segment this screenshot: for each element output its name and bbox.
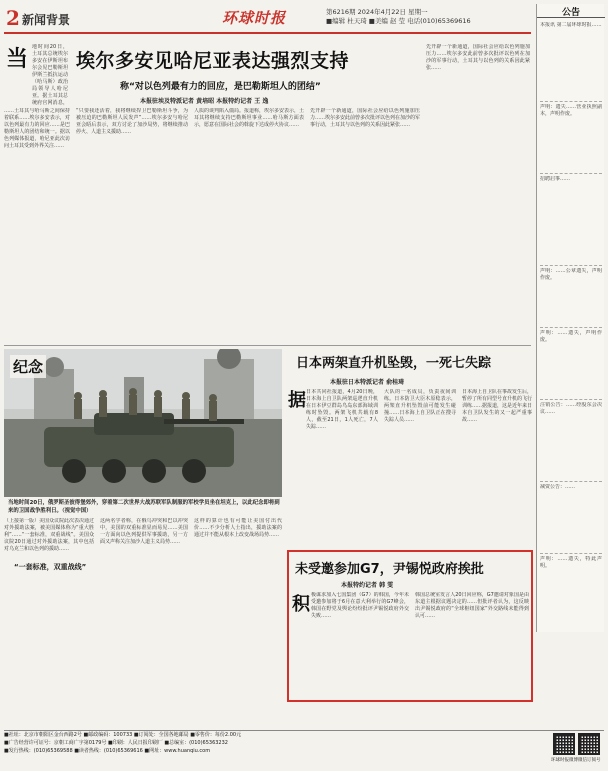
footer-line: ■社址：北京市朝阳区金台西路2号 ■邮政编码：100733 ■订阅处：全国各地邮局 ■零售价：每份2.00元 bbox=[4, 732, 242, 738]
japan-column-2: 大队的一名成员，负责夜间训练。日本防卫大臣木原稔表示，两架直升机坠毁前可能发生碰撞……日本海上自卫队正在搜寻失踪人员…… bbox=[384, 389, 456, 423]
lead-subheadline: 称“对以色列最有力的回应，是巴勒斯坦人的团结” bbox=[120, 82, 321, 92]
lead-column-1: ……土耳其与哈马斯之间保持着联系……埃尔多安表示，对以色列最有力的回应……是巴勒斯坦人的团结和统一。据以色列媒体报道，哈尼亚此次访问土耳其受到外界关注…… bbox=[4, 108, 70, 149]
notice-item: 声明：……公章遗失，声明作废。 bbox=[540, 268, 602, 328]
japan-byline: 本报驻日本特派记者 俞桂琦 bbox=[330, 379, 405, 386]
g7-column-2: 韩国总统室发言人20日回应称，G7邀请对象国是由东道主根据议题决定的……但批评者认为，这反映出尹锡悦政府的“全球枢纽国家”外交路线未能得到认可…… bbox=[415, 592, 529, 619]
notice-item: 声明：……遗失，特此声明。 bbox=[540, 556, 602, 569]
lead-byline: 本报驻埃及特派记者 黄培昭 本报特约记者 王 逸 bbox=[140, 98, 269, 105]
newspaper-logo: 环球时报 bbox=[222, 9, 287, 27]
photo-title: 纪念 bbox=[10, 355, 46, 378]
bottom-column-2: 这两名学者称，在俄乌冲突和巴以冲突中，美国的双重标准显而易见……美国一方面向以色列提供军事援助，另一方面又声称关注加沙人道主义局势…… bbox=[100, 518, 188, 545]
qr-code-icon bbox=[578, 733, 600, 755]
notice-item: 招聘启事…… bbox=[540, 176, 602, 266]
footer-line: ■发行热线：(010)65369588 ■读者热线：(010)65369616 ■网址：www.huanqiu.com bbox=[4, 748, 211, 754]
qr-code-icon bbox=[553, 733, 575, 755]
g7-byline: 本报特约记者 韩 雯 bbox=[341, 582, 394, 589]
issue-date: 第6216期 2024年4月22日 星期一 bbox=[326, 8, 428, 16]
masthead bbox=[4, 4, 531, 34]
bottom-column-3: 这样的算计也有可能让美国付出代价……不少分析人士指出，援助法案的通过并不能从根本上改变战场局势…… bbox=[194, 518, 282, 538]
photo-caption: 当地时间20日，俄罗斯圣彼得堡郊外，穿着第二次世界大战苏联军队制服的军校学员坐在坦克上，以此纪念即将到来的卫国战争胜利日。（视觉中国） bbox=[8, 500, 280, 514]
notice-item: 声明：……遗失，声明作废。 bbox=[540, 330, 602, 400]
g7-drop-char: 积 bbox=[292, 594, 310, 615]
notice-column bbox=[536, 4, 604, 632]
japan-column-1: 日本共同社报道，4月20日晚，日本海上自卫队两架巡逻直升机在日本伊豆群岛鸟岛东部海域训练时坠毁。两架飞机共载有8人，截至21日，1人死亡，7人失踪…… bbox=[306, 389, 378, 430]
section-divider bbox=[4, 345, 531, 346]
bottom-subhead: “一套标准，双重战线” bbox=[14, 560, 94, 574]
editor-info: ■编辑 杜天琦 ■美编 赵 莹 电话(010)65369616 bbox=[326, 17, 471, 25]
lead-drop-char: 当 bbox=[6, 46, 29, 72]
lead-column-5: 先开辟一个新通道，国际社会应给以色列施加压力……埃尔多安此前曾多次批评以色列在加沙的军事行动，土耳其与以色列的关系因此紧张…… bbox=[426, 44, 530, 71]
section-title: 新闻背景 bbox=[22, 13, 71, 27]
japan-drop-char: 据 bbox=[288, 390, 306, 411]
issue-info bbox=[326, 8, 471, 26]
japan-headline: 日本两架直升机坠毁，一死七失踪 bbox=[296, 356, 492, 371]
lead-headline: 埃尔多安见哈尼亚表达强烈支持 bbox=[76, 50, 350, 72]
footer-line: ■广告经营许可证号：京朝工商广字第0179号 ■印刷：人民日报印刷厂 ■总编室：(010)65363232 bbox=[4, 740, 228, 746]
notice-item: 声明：遗失……营业执照副本，声明作废。 bbox=[540, 104, 602, 174]
lead-column-2: “只要我还活着，我将继续捍卫巴勒斯坦斗争，为被压迫的巴勒斯坦人民发声”……埃尔多安与哈尼亚会晤后表示，双方讨论了加沙局势，将继续推动停火、人道主义援助…… bbox=[76, 108, 188, 135]
qr-label: 微信订阅号 bbox=[578, 758, 601, 763]
qr-label: 环球时报微博 bbox=[551, 758, 578, 763]
notice-title: 公告 bbox=[537, 4, 605, 18]
bottom-column-1: （上接第一版）美国众议院此次表决通过对外援助法案，被美国媒体称为“重大胜利”……“一套标准，双重战线”。美国众议院20日通过对外援助法案，其中包括对乌克兰和以色列的援助…… bbox=[4, 518, 94, 552]
notice-item: 注销公告：……经股东会决议…… bbox=[540, 402, 602, 482]
g7-column-1: 极谋求加入七国集团（G7）的韩国，今年未受邀参加将于6月在意大利举行的G7峰会，韩国在野党及舆论纷纷批评尹锡悦政府外交失败…… bbox=[311, 592, 409, 619]
footer bbox=[4, 730, 604, 768]
lead-column-4: 先开辟一个新通道，国际社会应给以色列施加压力……埃尔多安此前曾多次批评以色列在加沙的军事行动，土耳其与以色列的关系因此紧张…… bbox=[310, 108, 420, 128]
notice-item: 减资公告：…… bbox=[540, 484, 602, 554]
g7-article-box bbox=[287, 550, 533, 702]
page-number: 2 bbox=[6, 6, 20, 30]
lead-intro-text: 地时间20日，土耳其总统埃尔多安在伊斯坦布尔会见巴勒斯坦伊斯兰抵抗运动（哈马斯）政治局领导人哈尼亚。据土耳其总统府官网消息， bbox=[32, 44, 68, 106]
g7-headline: 未受邀参加G7，尹锡悦政府挨批 bbox=[295, 562, 484, 577]
lead-column-3: 人质的谈判陷入僵局。报道称，埃尔多安表示，土耳其将继续支持巴勒斯坦事业……哈马斯方面表示，愿意在国际社会的斡旋下达成停火协议…… bbox=[194, 108, 304, 128]
japan-column-3: 日本海上自卫队在事故发生后，暂停了所有同型号直升机的飞行训练……据报道，这是近年来日本自卫队发生的又一起严重事故…… bbox=[462, 389, 532, 423]
notice-item: 本报讯 第二届环球时报…… bbox=[540, 22, 602, 102]
